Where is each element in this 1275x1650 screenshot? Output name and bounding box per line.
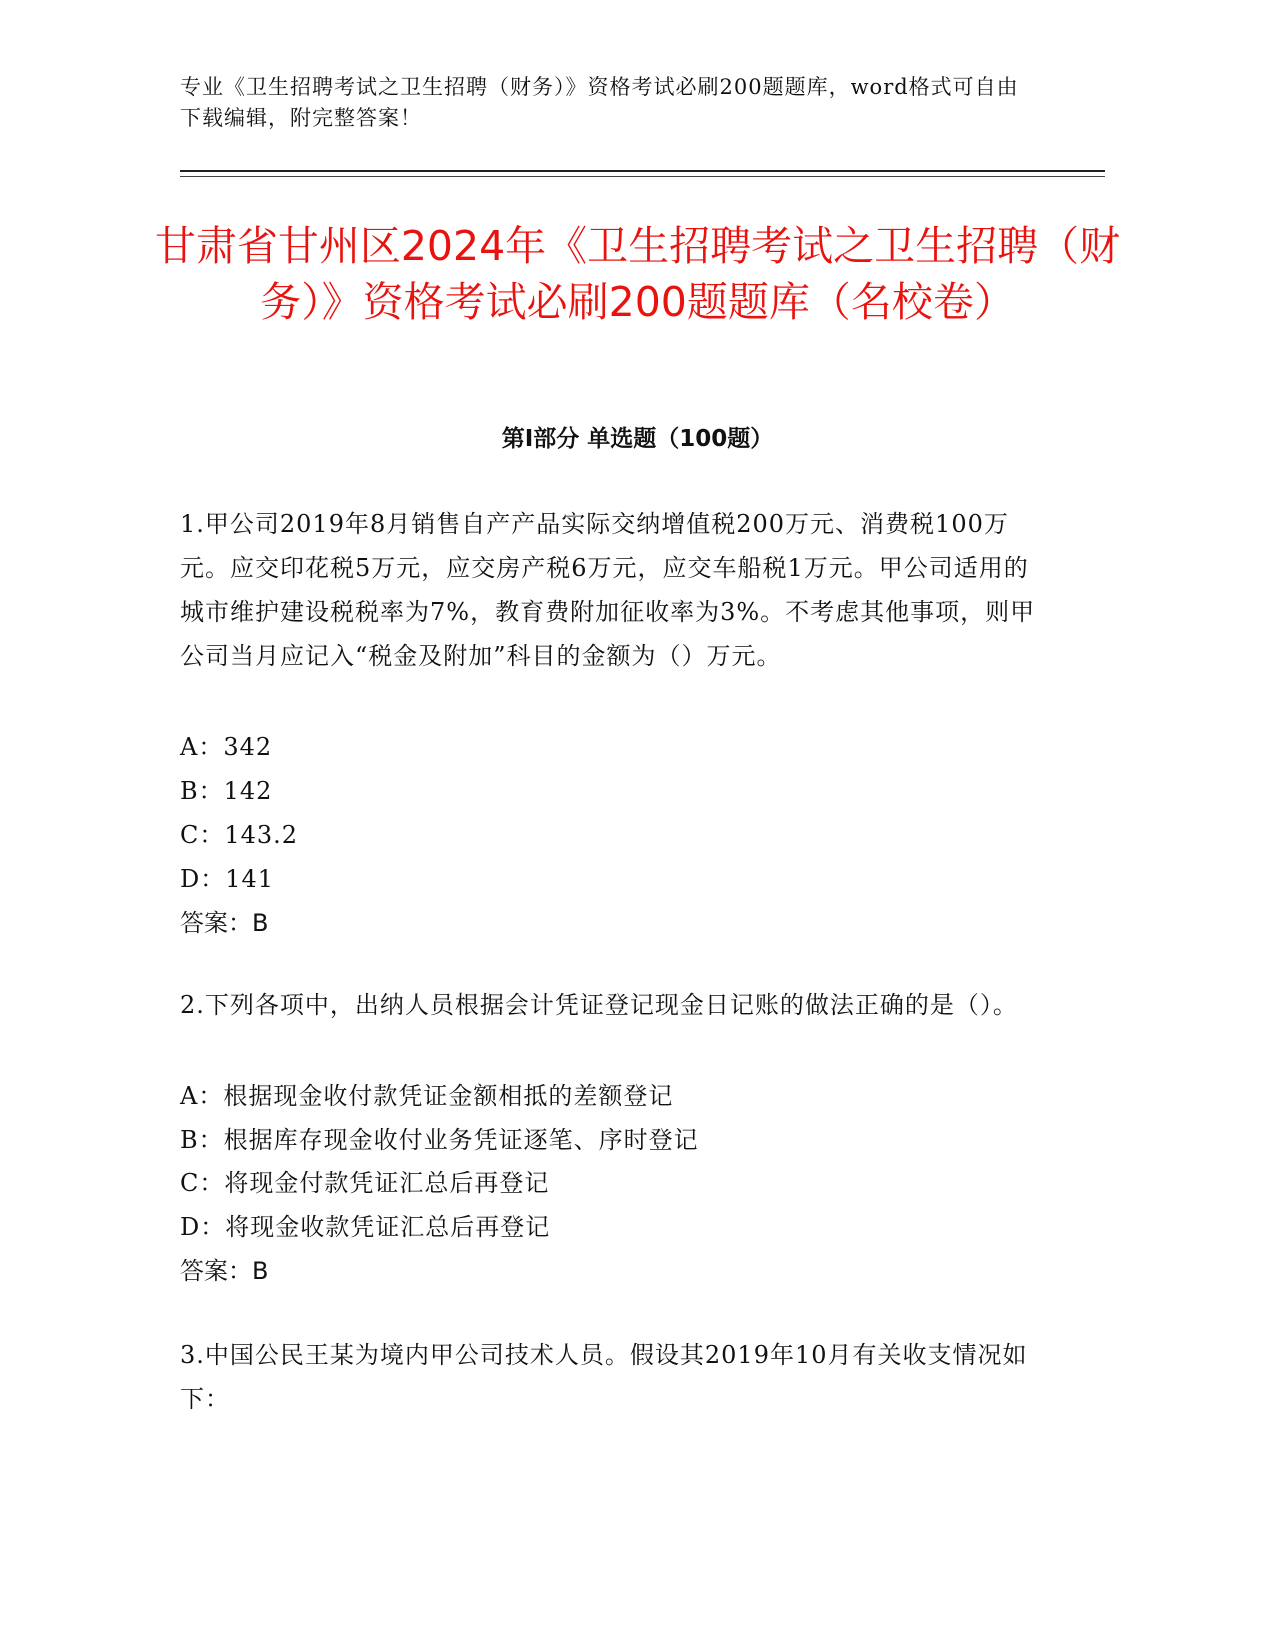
question-2-option-b: B：根据库存现金收付业务凭证逐笔、序时登记 — [180, 1126, 699, 1154]
question-1-option-d: D：141 — [180, 865, 275, 893]
question-2-option-a: A：根据现金收付款凭证金额相抵的差额登记 — [180, 1082, 674, 1110]
question-2-text: 2.下列各项中，出纳人员根据会计凭证登记现金日记账的做法正确的是（）。 — [180, 991, 1018, 1019]
document-title: 甘肃省甘州区2024年《卫生招聘考试之卫生招聘（财务）》资格考试必刷200题题库（名校卷） — [154, 222, 1121, 326]
question-1-answer: 答案：B — [180, 909, 269, 937]
question-1-option-a: A：342 — [180, 733, 273, 761]
question-3-text: 3.中国公民王某为境内甲公司技术人员。假设其2019年10月有关收支情况如下： — [180, 1341, 1028, 1413]
question-1-option-c: C：143.2 — [180, 821, 299, 849]
question-2-answer: 答案：B — [180, 1257, 269, 1285]
section-title: 第I部分 单选题（100题） — [501, 426, 774, 452]
question-2-option-c: C：将现金付款凭证汇总后再登记 — [180, 1169, 550, 1197]
header-note: 专业《卫生招聘考试之卫生招聘（财务）》资格考试必刷200题题库，word格式可自由下载编辑，附完整答案！ — [180, 75, 1019, 130]
question-2-option-d: D：将现金收款凭证汇总后再登记 — [180, 1213, 551, 1241]
question-1-text: 1.甲公司2019年8月销售自产产品实际交纳增值税200万元、消费税100万元。应交印花税5万元，应交房产税6万元，应交车船税1万元。甲公司适用的城市维护建设税税率为7%，教育费附加征收率为3%。不考虑其他事项，则甲公司当月应记入“税金及附加”科目的金额为（）万元。 — [180, 510, 1036, 670]
header-divider-thin — [180, 176, 1105, 177]
header-divider-thick — [180, 170, 1105, 172]
question-1-option-b: B：142 — [180, 777, 273, 805]
